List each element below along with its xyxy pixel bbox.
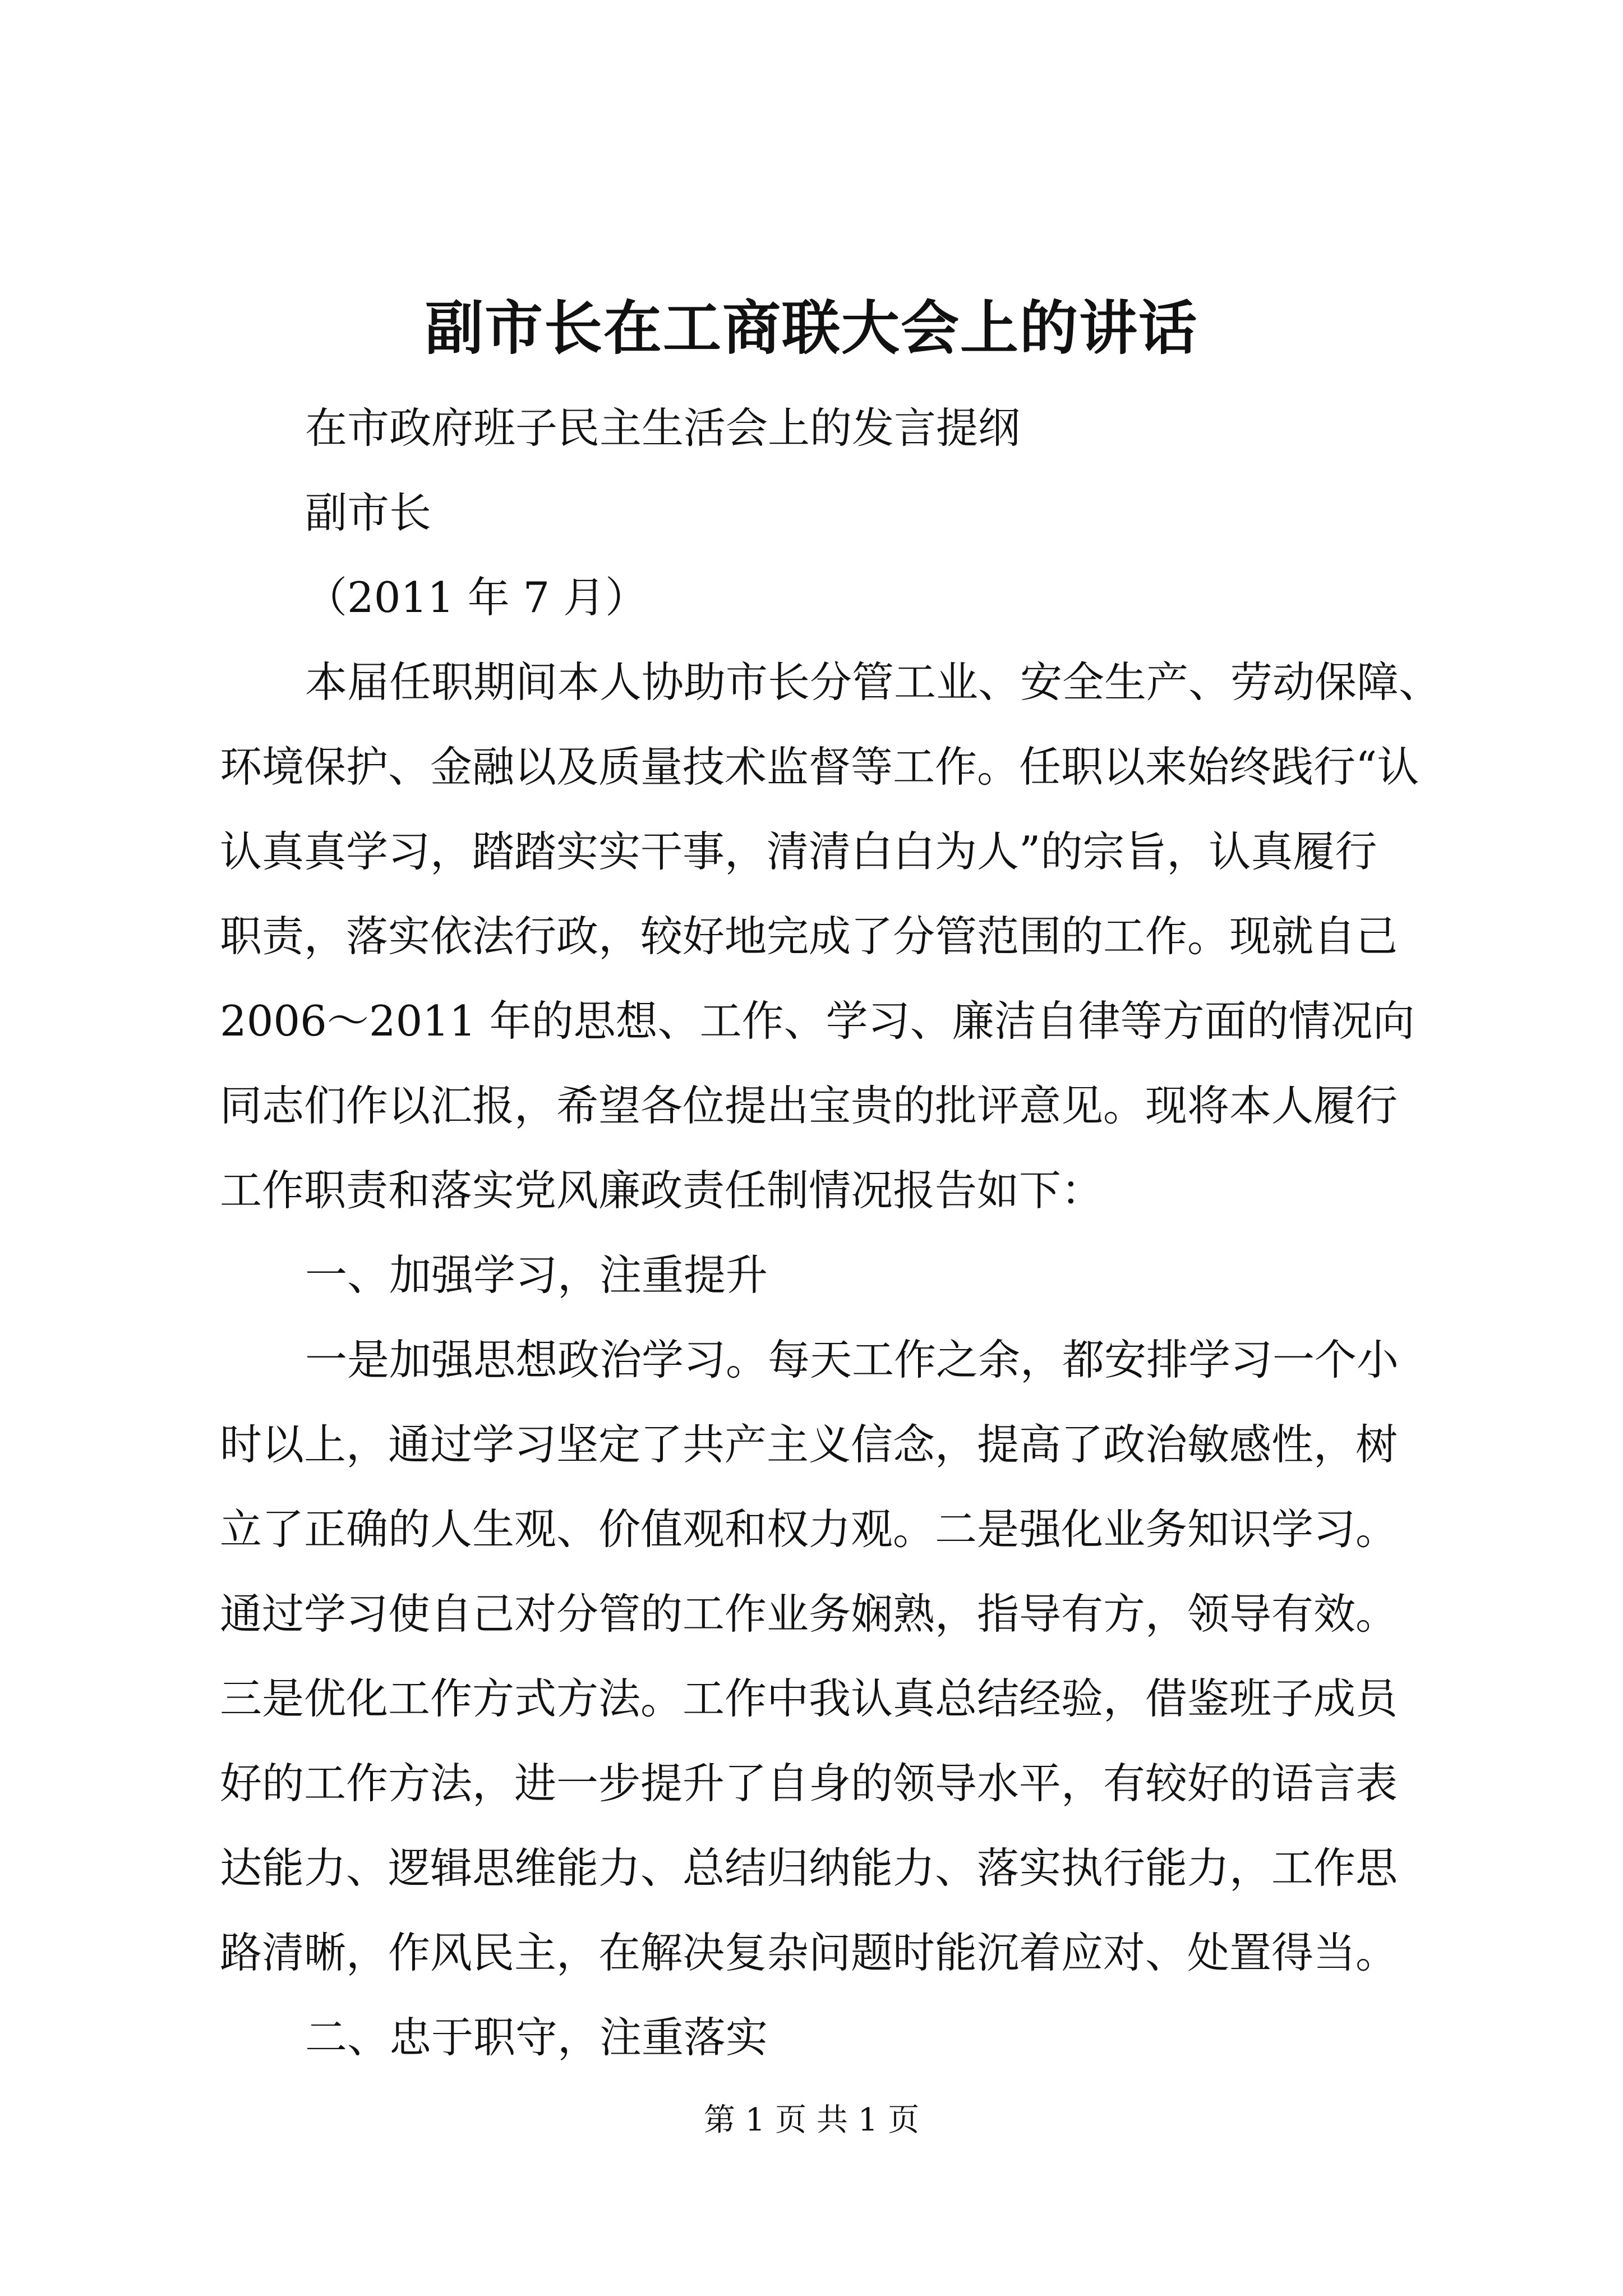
document-title: 副市长在工商联大会上的讲话: [425, 293, 1198, 362]
paragraph-line: 好的工作方法，进一步提升了自身的领导水平，有较好的语言表: [220, 1759, 1398, 1808]
paragraph-line: 工作职责和落实党风廉政责任制情况报告如下：: [220, 1166, 1104, 1215]
subtitle-line: 在市政府班子民主生活会上的发言提纲: [305, 403, 1021, 453]
paragraph-line: 环境保护、金融以及质量技术监督等工作。任职以来始终践行“认: [220, 742, 1419, 792]
author-line: 副市长: [305, 488, 432, 537]
paragraph-line: 本届任职期间本人协助市长分管工业、安全生产、劳动保障、: [305, 657, 1441, 707]
paragraph-line: 路清晰，作风民主，在解决复杂问题时能沉着应对、处置得当。: [220, 1928, 1398, 1977]
paragraph-line: 一是加强思想政治学习。每天工作之余，都安排学习一个小: [305, 1335, 1399, 1384]
paragraph-line: 时以上，通过学习坚定了共产主义信念，提高了政治敏感性，树: [220, 1420, 1398, 1469]
paragraph-line: 同志们作以汇报，希望各位提出宝贵的批评意见。现将本人履行: [220, 1081, 1398, 1130]
paragraph-line: 职责，落实依法行政，较好地完成了分管范围的工作。现就自己: [220, 912, 1398, 961]
paragraph-line: 达能力、逻辑思维能力、总结归纳能力、落实执行能力，工作思: [220, 1843, 1398, 1893]
document-body: [220, 386, 1442, 2080]
page-footer: 第 1 页 共 1 页: [703, 2102, 920, 2138]
paragraph-line: 立了正确的人生观、价值观和权力观。二是强化业务知识学习。: [220, 1504, 1398, 1554]
paragraph-line: 认真真学习，踏踏实实干事，清清白白为人”的宗旨，认真履行: [220, 827, 1377, 876]
section-heading: 一、加强学习，注重提升: [305, 1250, 768, 1300]
paragraph-line: 2006～2011 年的思想、工作、学习、廉洁自律等方面的情况向: [220, 996, 1415, 1046]
date-line: （2011 年 7 月）: [305, 573, 648, 622]
paragraph-line: 通过学习使自己对分管的工作业务娴熟，指导有方，领导有效。: [220, 1589, 1398, 1639]
section-heading: 二、忠于职守，注重落实: [305, 2013, 768, 2062]
paragraph-line: 三是优化工作方式方法。工作中我认真总结经验，借鉴班子成员: [220, 1674, 1398, 1723]
